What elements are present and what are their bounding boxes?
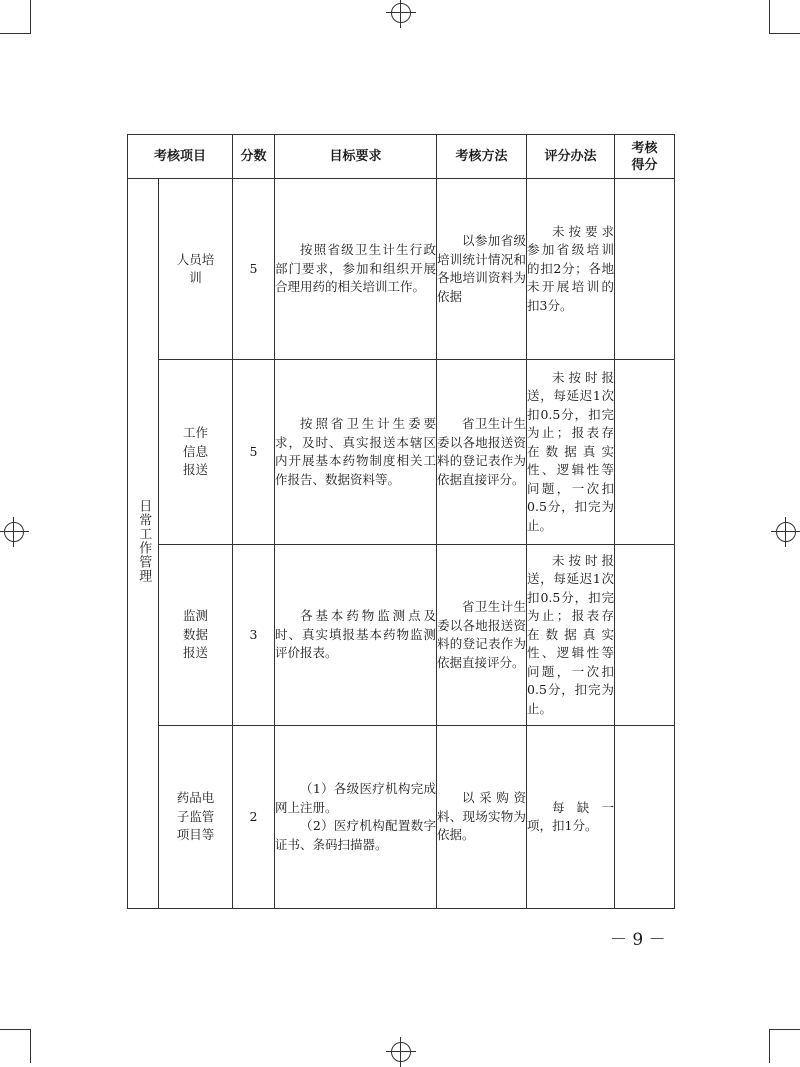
item-cell: 工作信息报送 — [159, 360, 233, 545]
scoring-cell: 未按时报送，每延迟1次扣0.5分，扣完为止；报表存在数据真实性、逻辑性等问题，一次扣0.5分，扣完为止。 — [527, 360, 615, 545]
result-cell — [615, 179, 675, 360]
registration-mark-icon — [4, 522, 24, 542]
header-target: 目标要求 — [275, 135, 437, 179]
method-cell: 省卫生计生委以各地报送资料的登记表作为依据直接评分。 — [437, 545, 527, 726]
registration-mark-icon — [391, 1042, 411, 1062]
result-cell — [615, 726, 675, 909]
table-row — [128, 545, 675, 726]
method-cell: 以采购资料、现场实物为依据。 — [437, 726, 527, 909]
header-method: 考核方法 — [437, 135, 527, 179]
target-cell: 按照省卫生计生委要求，及时、真实报送本辖区内开展基本药物制度相关工作报告、数据资料等。 — [275, 360, 437, 545]
method-cell: 省卫生计生委以各地报送资料的登记表作为依据直接评分。 — [437, 360, 527, 545]
item-cell: 监测数据报送 — [159, 545, 233, 726]
item-cell: 人员培训 — [159, 179, 233, 360]
score-cell: 2 — [233, 726, 275, 909]
crop-mark — [770, 33, 800, 34]
crop-mark — [30, 1029, 31, 1063]
table-row — [128, 360, 675, 545]
scoring-cell: 未按时报送，每延迟1次扣0.5分，扣完为止；报表存在数据真实性、逻辑性等问题，一次扣0.5分，扣完为止。 — [527, 545, 615, 726]
header-item: 考核项目 — [128, 135, 233, 179]
scoring-cell: 每缺一项，扣1分。 — [527, 726, 615, 909]
registration-mark-icon — [391, 3, 411, 23]
score-cell: 5 — [233, 360, 275, 545]
item-cell: 药品电子监管项目等 — [159, 726, 233, 909]
crop-mark — [769, 1029, 770, 1063]
result-cell — [615, 545, 675, 726]
category-cell — [128, 179, 159, 909]
table-row — [128, 179, 675, 360]
crop-mark — [0, 1029, 30, 1030]
method-cell: 以参加省级培训统计情况和各地培训资料为依据 — [437, 179, 527, 360]
header-result: 考核得分 — [615, 135, 675, 179]
score-cell: 5 — [233, 179, 275, 360]
category-label: 日常工作管理 — [136, 498, 152, 583]
header-scoring: 评分办法 — [527, 135, 615, 179]
crop-mark — [769, 0, 770, 34]
table-header-row — [128, 135, 675, 179]
assessment-table — [127, 134, 675, 909]
target-cell: 各基本药物监测点及时、真实填报基本药物监测评价报表。 — [275, 545, 437, 726]
crop-mark — [0, 33, 30, 34]
table-row — [128, 726, 675, 909]
target-cell: （1）各级医疗机构完成网上注册。 （2）医疗机构配置数字证书、条码扫描器。 — [275, 726, 437, 909]
registration-mark-icon — [776, 522, 796, 542]
result-cell — [615, 360, 675, 545]
scoring-cell: 未按要求参加省级培训的扣2分；各地未开展培训的扣3分。 — [527, 179, 615, 360]
crop-mark — [770, 1029, 800, 1030]
header-score: 分数 — [233, 135, 275, 179]
score-cell: 3 — [233, 545, 275, 726]
page-number: － 9 － — [610, 930, 666, 950]
target-cell: 按照省级卫生计生行政部门要求，参加和组织开展合理用药的相关培训工作。 — [275, 179, 437, 360]
crop-mark — [30, 0, 31, 34]
